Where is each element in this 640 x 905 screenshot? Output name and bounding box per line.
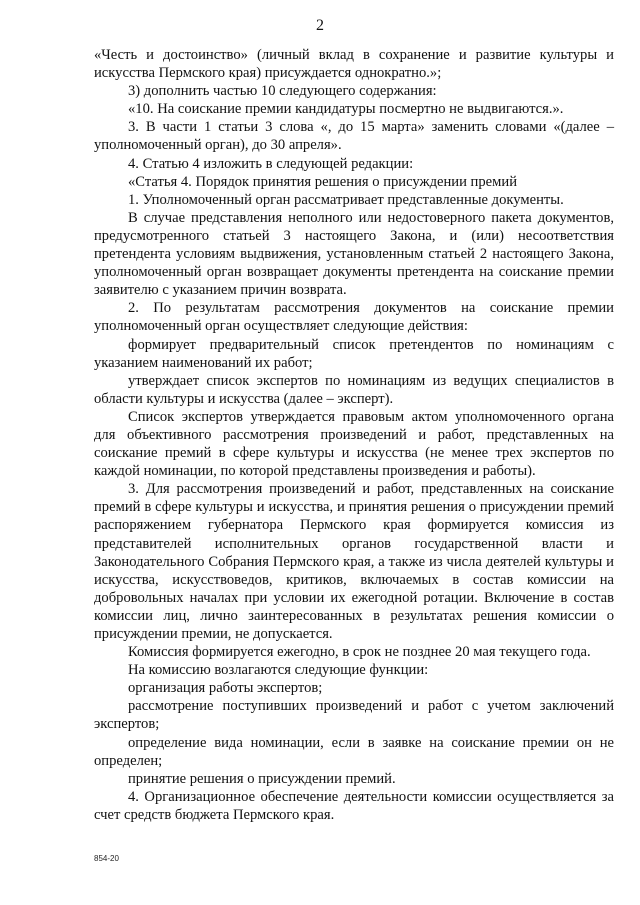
paragraph: Список экспертов утверждается правовым актом уполномоченного органа для объективного рассмотрения произведений и работ, представленных на соискание премий в сфере культуры и искусства (не менее трех экспертов по каждой номинации, по которой представлены произведения и работы). bbox=[94, 408, 614, 480]
paragraph: утверждает список экспертов по номинациям из ведущих специалистов в области культуры и искусства (далее – эксперт). bbox=[94, 372, 614, 407]
paragraph: В случае представления неполного или недостоверного пакета документов, предусмотренного статьей 3 настоящего Закона, и (или) несоответствия претендента условиям выдвижения, установленным статьей 2 настоящего Закона, уполномоченный орган возвращает документы претендента на соискание премии заявителю с указанием причин возврата. bbox=[94, 209, 614, 299]
paragraph: 4. Статью 4 изложить в следующей редакции: bbox=[128, 155, 414, 172]
paragraph: 3. В части 1 статьи 3 слова «, до 15 марта» заменить словами «(далее – уполномоченный орган), до 30 апреля». bbox=[94, 119, 614, 154]
paragraph: «Честь и достоинство» (личный вклад в сохранение и развитие культуры и искусства Пермского края) присуждается однократно.»; bbox=[94, 47, 614, 82]
paragraph: «Статья 4. Порядок принятия решения о присуждении премий bbox=[128, 173, 518, 190]
paragraph: 4. Организационное обеспечение деятельности комиссии осуществляется за счет средств бюджета Пермского края. bbox=[94, 788, 614, 823]
document-body bbox=[94, 46, 614, 824]
paragraph: На комиссию возлагаются следующие функции: bbox=[128, 662, 429, 679]
paragraph: определение вида номинации, если в заявке на соискание премии он не определен; bbox=[94, 734, 614, 769]
paragraph: принятие решения о присуждении премий. bbox=[128, 770, 396, 787]
page-number: 2 bbox=[316, 17, 324, 34]
paragraph: 3. Для рассмотрения произведений и работ, представленных на соискание премий в сфере культуры и искусства, и принятия решения о присуждении премий распоряжением губернатора Пермского края формируется комиссия из представителей исполнительных органов государственной власти и Законодательного Собрания Пермского края, а также из числа деятелей культуры и искусства, искусствоведов, критиков, включаемых в состав комиссии на добровольных началах при условии их ежегодной ротации. Включение в состав комиссии лиц, лично заинтересованных в результатах решения комиссии о присуждении премии, не допускается. bbox=[94, 481, 614, 642]
paragraph: 3) дополнить частью 10 следующего содержания: bbox=[128, 83, 437, 100]
paragraph: организация работы экспертов; bbox=[128, 680, 323, 697]
paragraph: 1. Уполномоченный орган рассматривает представленные документы. bbox=[128, 191, 564, 208]
paragraph: «10. На соискание премии кандидатуры посмертно не выдвигаются.». bbox=[128, 101, 564, 118]
paragraph: Комиссия формируется ежегодно, в срок не позднее 20 мая текущего года. bbox=[128, 644, 591, 661]
paragraph: рассмотрение поступивших произведений и работ с учетом заключений экспертов; bbox=[94, 698, 614, 733]
paragraph: формирует предварительный список претендентов по номинациям с указанием наименований их работ; bbox=[94, 336, 614, 371]
document-code: 854-20 bbox=[94, 854, 119, 863]
paragraph: 2. По результатам рассмотрения документов на соискание премии уполномоченный орган осуществляет следующие действия: bbox=[94, 300, 614, 335]
